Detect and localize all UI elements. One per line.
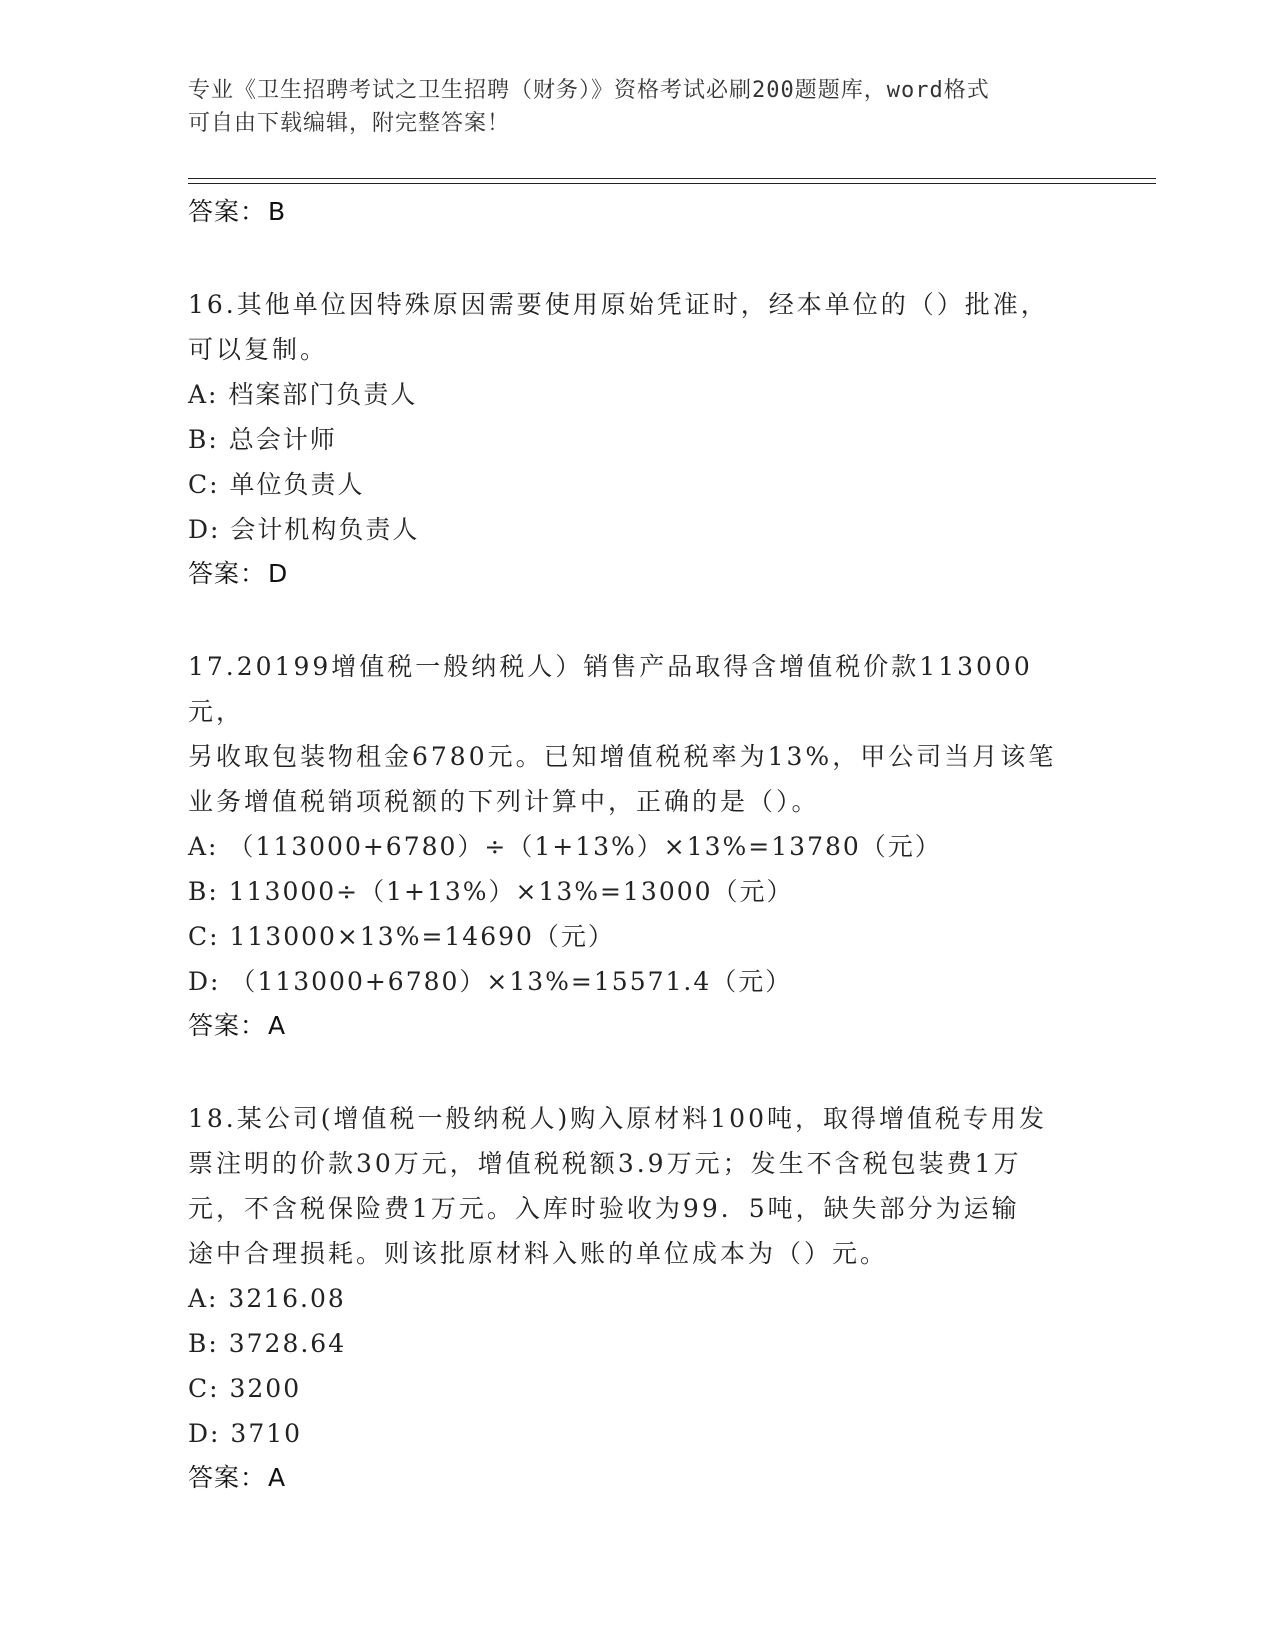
option-d: D: （113000+6780）×13%=15571.4（元）: [188, 967, 793, 996]
option-b: B: 3728.64: [188, 1329, 347, 1358]
question-16: [188, 282, 1088, 596]
question-text-line: 17.20199增值税一般纳税人）销售产品取得含增值税价款113000元，: [188, 652, 1033, 726]
question-17: [188, 644, 1088, 1048]
answer-line: [188, 1004, 1088, 1048]
spacer: [188, 234, 1088, 282]
option-a: A: 3216.08: [188, 1284, 346, 1313]
answer-label: 答案：: [188, 559, 267, 588]
option-d: D: 会计机构负责人: [188, 515, 420, 544]
question-text-line: 元，不含税保险费1万元。入库时验收为99．5吨，缺失部分为运输: [188, 1194, 1020, 1223]
option-b: B: 113000÷（1+13%）×13%=13000（元）: [188, 877, 794, 906]
answer-line: [188, 1456, 1088, 1500]
question-text-line: 18.某公司(增值税一般纳税人)购入原材料100吨，取得增值税专用发: [188, 1104, 1047, 1133]
question-text-line: 16.其他单位因特殊原因需要使用原始凭证时，经本单位的（）批准，: [188, 290, 1049, 319]
question-text: [188, 644, 1088, 824]
header-divider-bottom: [188, 183, 1156, 184]
question-text-line: 业务增值税销项税额的下列计算中，正确的是（）。: [188, 787, 820, 816]
option-c: C: 113000×13%=14690（元）: [188, 922, 615, 951]
document-body: [188, 190, 1088, 1500]
header-divider-top: [188, 178, 1156, 179]
question-text: [188, 1096, 1088, 1276]
option-a: A: 档案部门负责人: [188, 380, 418, 409]
header-line-2: 可自由下载编辑，附完整答案！: [188, 111, 511, 136]
question-text-line: 可以复制。: [188, 335, 329, 364]
spacer: [188, 1048, 1088, 1096]
answer-line: [188, 190, 1088, 234]
answer-value: A: [268, 1463, 287, 1492]
question-18: [188, 1096, 1088, 1500]
answer-line: [188, 552, 1088, 596]
option-d: D: 3710: [188, 1419, 303, 1448]
document-header: [188, 74, 1068, 140]
question-text-line: 票注明的价款30万元，增值税税额3.9万元；发生不含税包装费1万: [188, 1149, 1022, 1178]
option-c: C: 单位负责人: [188, 470, 365, 499]
answer-label: 答案：: [188, 1011, 267, 1040]
question-text-line: 另收取包装物租金6780元。已知增值税税率为13%，甲公司当月该笔: [188, 742, 1057, 771]
answer-label: 答案：: [188, 1463, 267, 1492]
option-a: A: （113000+6780）÷（1+13%）×13%=13780（元）: [188, 832, 942, 861]
header-line-1: 专业《卫生招聘考试之卫生招聘（财务）》资格考试必刷200题题库，word格式: [188, 78, 990, 103]
answer-value: D: [268, 559, 289, 588]
spacer: [188, 596, 1088, 644]
option-c: C: 3200: [188, 1374, 302, 1403]
question-text-line: 途中合理损耗。则该批原材料入账的单位成本为（）元。: [188, 1239, 889, 1268]
answer-label: 答案：: [188, 197, 267, 226]
answer-value: B: [268, 197, 287, 226]
answer-value: A: [268, 1011, 287, 1040]
option-b: B: 总会计师: [188, 425, 337, 454]
question-text: [188, 282, 1088, 372]
